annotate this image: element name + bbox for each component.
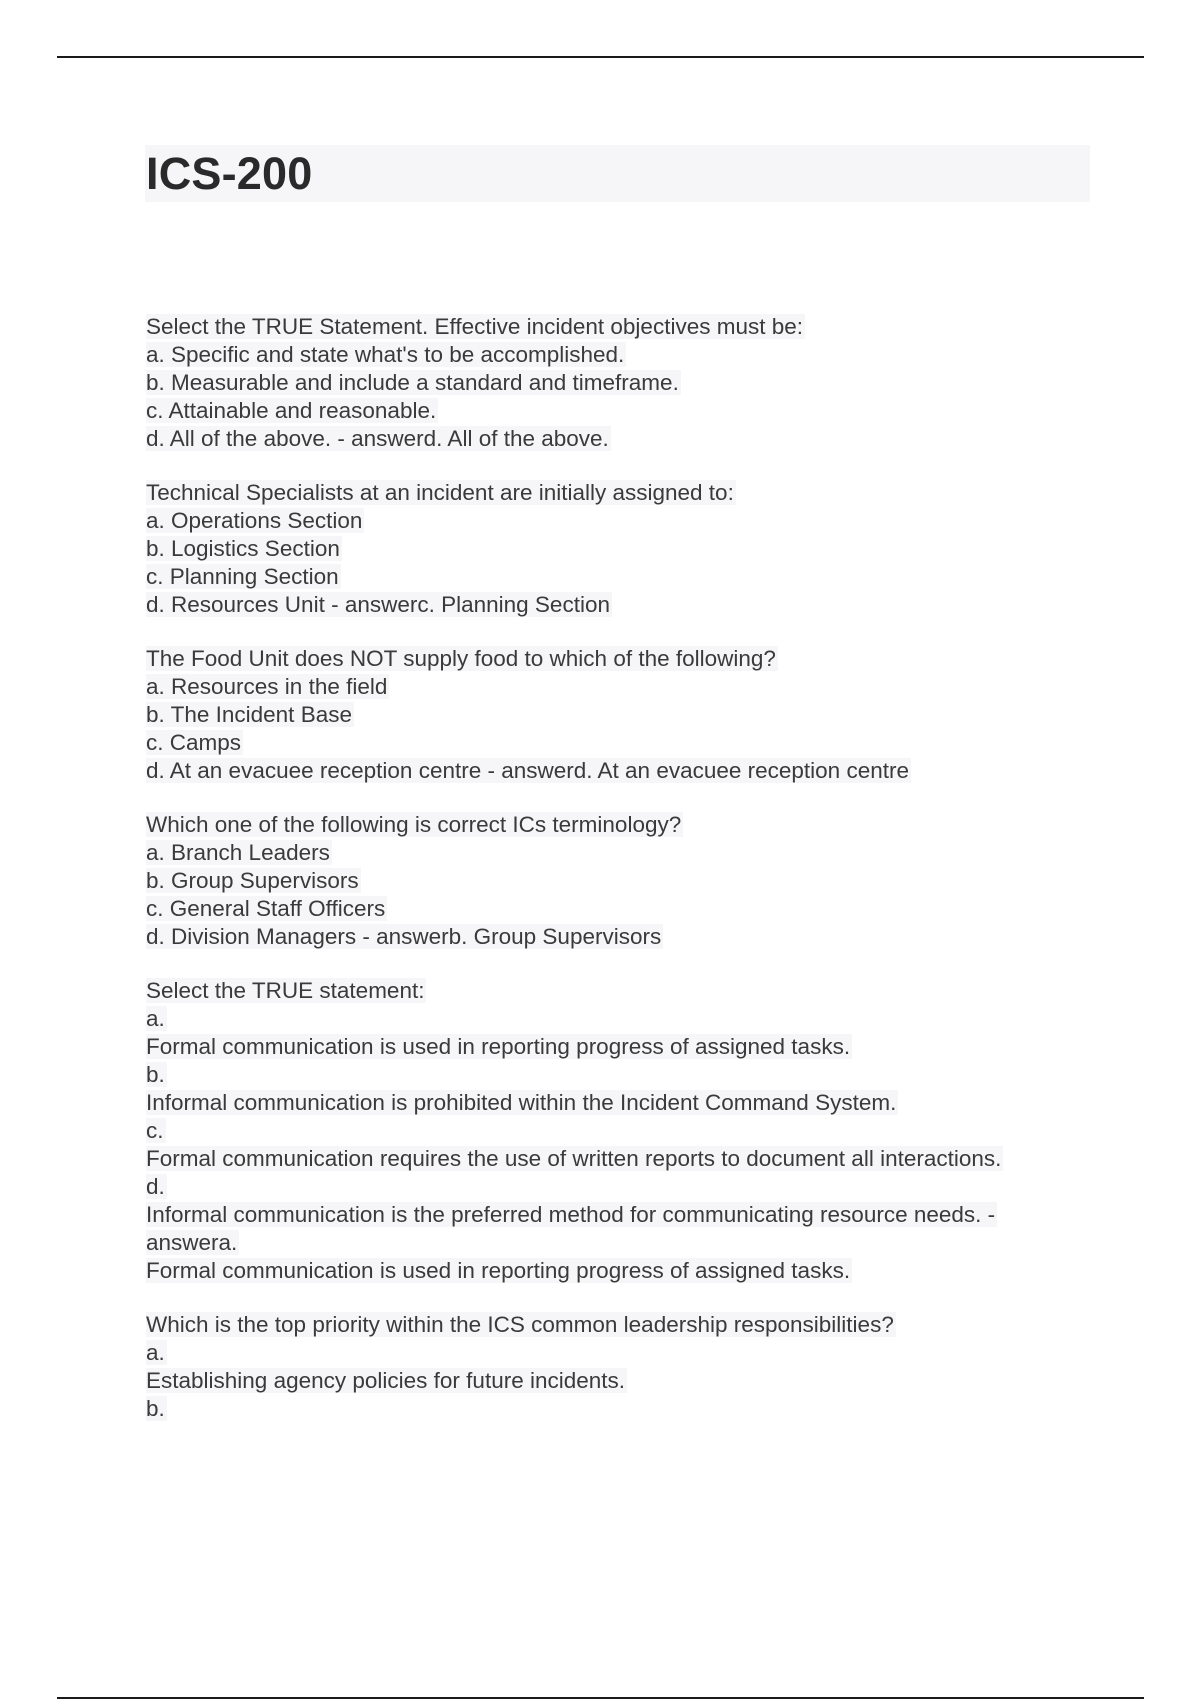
question-text: The Food Unit does NOT supply food to which of the following?	[146, 646, 776, 671]
answer-option: a. Branch Leaders	[146, 840, 330, 865]
answer-option: c. Attainable and reasonable.	[146, 398, 437, 423]
answer-option-with-answer: d. Division Managers - answerb. Group Supervisors	[146, 924, 662, 949]
answer-option: b. The Incident Base	[146, 702, 352, 727]
option-letter: a.	[146, 1006, 165, 1031]
answer-option: b. Logistics Section	[146, 536, 340, 561]
question-block-6	[146, 1311, 1106, 1423]
option-letter: c.	[146, 1118, 164, 1143]
option-letter: d.	[146, 1174, 165, 1199]
answer-option-with-answer: d. Resources Unit - answerc. Planning Section	[146, 592, 610, 617]
question-text: Which is the top priority within the ICS common leadership responsibilities?	[146, 1312, 894, 1337]
question-block-5	[146, 977, 1106, 1285]
page-bottom-rule	[57, 1697, 1144, 1699]
answer-text: Formal communication is used in reporting progress of assigned tasks.	[146, 1258, 851, 1283]
answer-option: c. Planning Section	[146, 564, 339, 589]
question-block-2	[146, 479, 1106, 619]
option-text: Establishing agency policies for future incidents.	[146, 1368, 626, 1393]
answer-option: b. Group Supervisors	[146, 868, 359, 893]
answer-option: b. Measurable and include a standard and timeframe.	[146, 370, 679, 395]
option-text: Formal communication is used in reporting progress of assigned tasks.	[146, 1034, 851, 1059]
question-block-3	[146, 645, 1106, 785]
question-block-1	[146, 313, 1106, 453]
answer-option-with-answer: d. At an evacuee reception centre - answerd. At an evacuee reception centre	[146, 758, 909, 783]
question-text: Which one of the following is correct ICs terminology?	[146, 812, 682, 837]
question-text: Select the TRUE statement:	[146, 978, 425, 1003]
option-text: Informal communication is prohibited within the Incident Command System.	[146, 1090, 897, 1115]
document-body	[146, 313, 1106, 1449]
page-top-rule	[57, 56, 1144, 58]
answer-option: a. Specific and state what's to be accomplished.	[146, 342, 625, 367]
option-letter: b.	[146, 1062, 165, 1087]
option-letter: b.	[146, 1396, 165, 1421]
answer-option: a. Resources in the field	[146, 674, 388, 699]
answer-option: a. Operations Section	[146, 508, 363, 533]
option-text: Informal communication is the preferred method for communicating resource needs. -	[146, 1202, 996, 1227]
option-text: Formal communication requires the use of written reports to document all interactions.	[146, 1146, 1002, 1171]
answer-option-with-answer: d. All of the above. - answerd. All of the above.	[146, 426, 609, 451]
question-text: Select the TRUE Statement. Effective incident objectives must be:	[146, 314, 803, 339]
answer-option: c. General Staff Officers	[146, 896, 386, 921]
question-text: Technical Specialists at an incident are initially assigned to:	[146, 480, 734, 505]
answer-option: c. Camps	[146, 730, 242, 755]
document-title: ICS-200	[146, 148, 313, 199]
question-block-4	[146, 811, 1106, 951]
answer-label: answera.	[146, 1230, 238, 1255]
option-letter: a.	[146, 1340, 165, 1365]
